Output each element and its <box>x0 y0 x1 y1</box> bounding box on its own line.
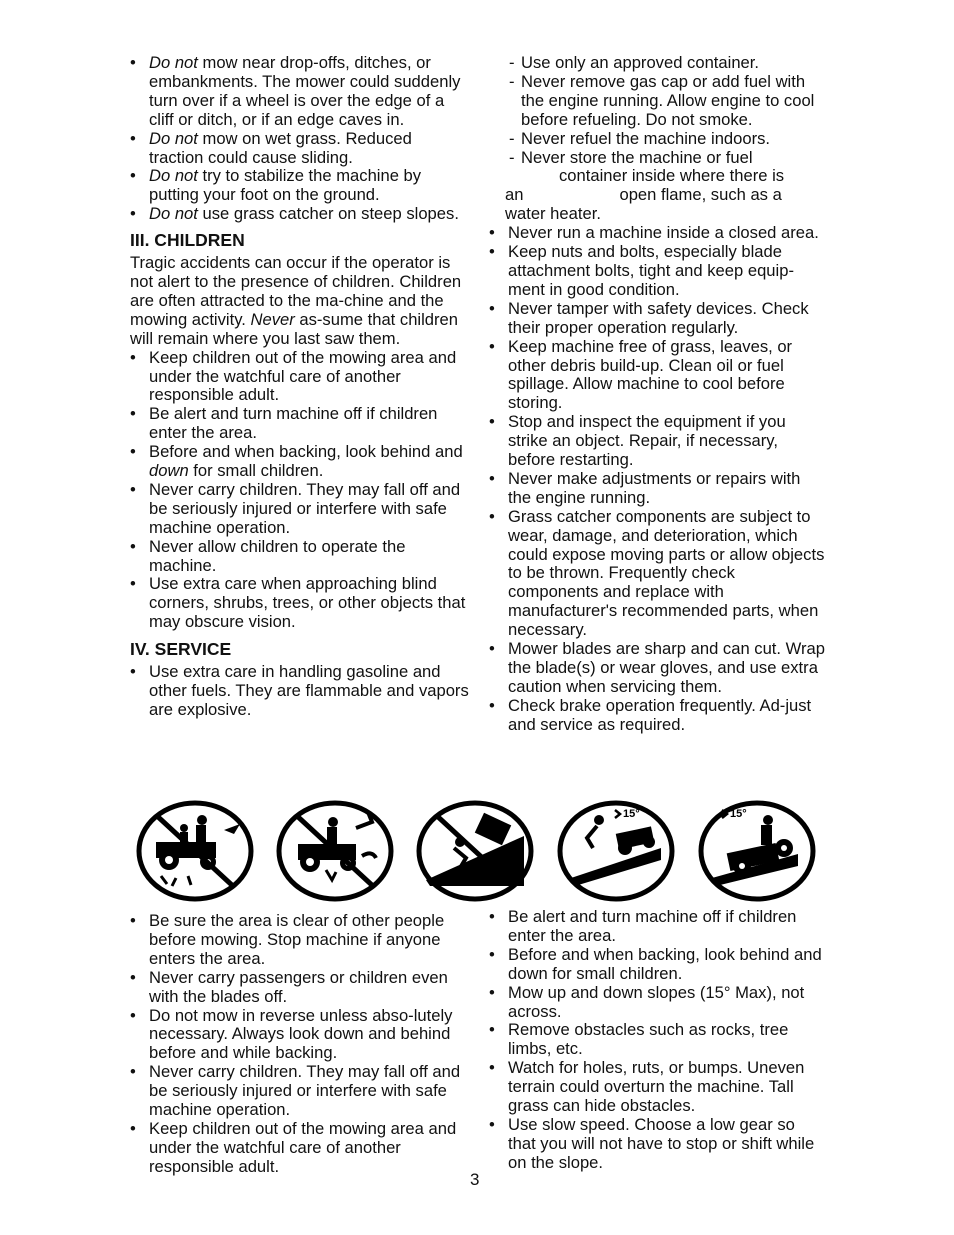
list-item: • Mower blades are sharp and can cut. Wrap the blade(s) or wear gloves, and use extra caution when servicing them. <box>489 640 825 697</box>
slope-15-degree-icon <box>557 800 675 902</box>
dash-item: - Use only an approved container. <box>509 54 825 73</box>
list-item: • Be alert and turn machine off if children enter the area. <box>489 908 825 946</box>
list-item: • Keep machine free of grass, leaves, or other debris build-up. Clean oil or fuel spillage. Allow machine to cool before storing. <box>489 338 825 414</box>
list-item: • Do not mow on wet grass. Reduced traction could cause sliding. <box>130 130 470 168</box>
list-item: • Before and when backing, look behind and down for small children. <box>130 443 470 481</box>
list-item: • Do not use grass catcher on steep slopes. <box>130 205 470 224</box>
right-column-top <box>489 54 825 735</box>
list-item: • Be alert and turn machine off if children enter the area. <box>130 405 470 443</box>
dash-item: - Never remove gas cap or add fuel with the engine running. Allow engine to cool before refueling. Do not smoke. <box>509 73 825 130</box>
list-item: • Grass catcher components are subject to wear, damage, and deterioration, which could expose moving parts or allow objects to be thrown. Frequently check components and replace with manufacturer's recommended parts, when necessary. <box>489 508 825 640</box>
list-item: • Remove obstacles such as rocks, tree limbs, etc. <box>489 1021 825 1059</box>
list-item: • Watch for holes, ruts, or bumps. Uneven terrain could overturn the machine. Tall grass can hide obstacles. <box>489 1059 825 1116</box>
dash-item: - Never store the machine or fuel container inside where there is an open flame, such as a water heater. <box>509 149 825 225</box>
angle-label: 15° <box>623 808 640 820</box>
list-item: • Keep children out of the mowing area and under the watchful care of another responsible adult. <box>130 349 470 406</box>
no-reverse-mowing-icon <box>276 800 394 902</box>
list-item: • Do not try to stabilize the machine by putting your foot on the ground. <box>130 167 470 205</box>
list-item: • Never carry children. They may fall off and be seriously injured or interfere with safe machine operation. <box>130 1063 470 1120</box>
angle-label: 15° <box>730 808 747 820</box>
list-item: • Never make adjustments or repairs with the engine running. <box>489 470 825 508</box>
list-item: • Never run a machine inside a closed area. <box>489 224 825 243</box>
no-passengers-icon <box>136 800 254 902</box>
children-intro: Tragic accidents can occur if the operator is not alert to the presence of children. Children are often attracted to the ma-chine and the mowing activity. Never as-sume that children will remain where you last saw them. <box>130 253 462 348</box>
list-item: • Before and when backing, look behind and down for small children. <box>489 946 825 984</box>
list-item: • Use extra care when approaching blind corners, shrubs, trees, or other objects that may obscure vision. <box>130 575 470 632</box>
slope-15-degree-max-icon <box>698 800 816 902</box>
section-heading-children: III. CHILDREN <box>130 230 245 251</box>
left-column-bottom <box>130 912 470 1177</box>
list-item: • Do not mow in reverse unless abso-lutely necessary. Always look down and behind before and while backing. <box>130 1007 470 1064</box>
list-item: • Mow up and down slopes (15° Max), not across. <box>489 984 825 1022</box>
list-item: • Be sure the area is clear of other people before mowing. Stop machine if anyone enters the area. <box>130 912 470 969</box>
list-item: • Never carry children. They may fall off and be seriously injured or interfere with safe machine operation. <box>130 481 470 538</box>
list-item: • Stop and inspect the equipment if you strike an object. Repair, if necessary, before restarting. <box>489 413 825 470</box>
no-steep-slope-icon <box>416 800 534 902</box>
section-heading-service: IV. SERVICE <box>130 639 232 660</box>
list-item: • Never allow children to operate the machine. <box>130 538 470 576</box>
list-item: • Do not mow near drop-offs, ditches, or embankments. The mower could suddenly turn over if a wheel is over the edge of a cliff or ditch, or if an edge caves in. <box>130 54 470 130</box>
list-item: • Check brake operation frequently. Ad-just and service as required. <box>489 697 825 735</box>
list-item: • Use extra care in handling gasoline and other fuels. They are flammable and vapors are explosive. <box>130 663 470 720</box>
page-number: 3 <box>470 1170 480 1189</box>
list-item: • Keep children out of the mowing area and under the watchful care of another responsible adult. <box>130 1120 470 1177</box>
list-item: • Never tamper with safety devices. Check their proper operation regularly. <box>489 300 825 338</box>
right-column-bottom <box>489 908 825 1173</box>
list-item: • Keep nuts and bolts, especially blade attachment bolts, tight and keep equip-ment in good condition. <box>489 243 825 300</box>
list-item: • Use slow speed. Choose a low gear so that you will not have to stop or shift while on the slope. <box>489 1116 825 1173</box>
list-item: • Never carry passengers or children even with the blades off. <box>130 969 470 1007</box>
dash-item: - Never refuel the machine indoors. <box>509 130 825 149</box>
left-column-top <box>130 54 470 720</box>
